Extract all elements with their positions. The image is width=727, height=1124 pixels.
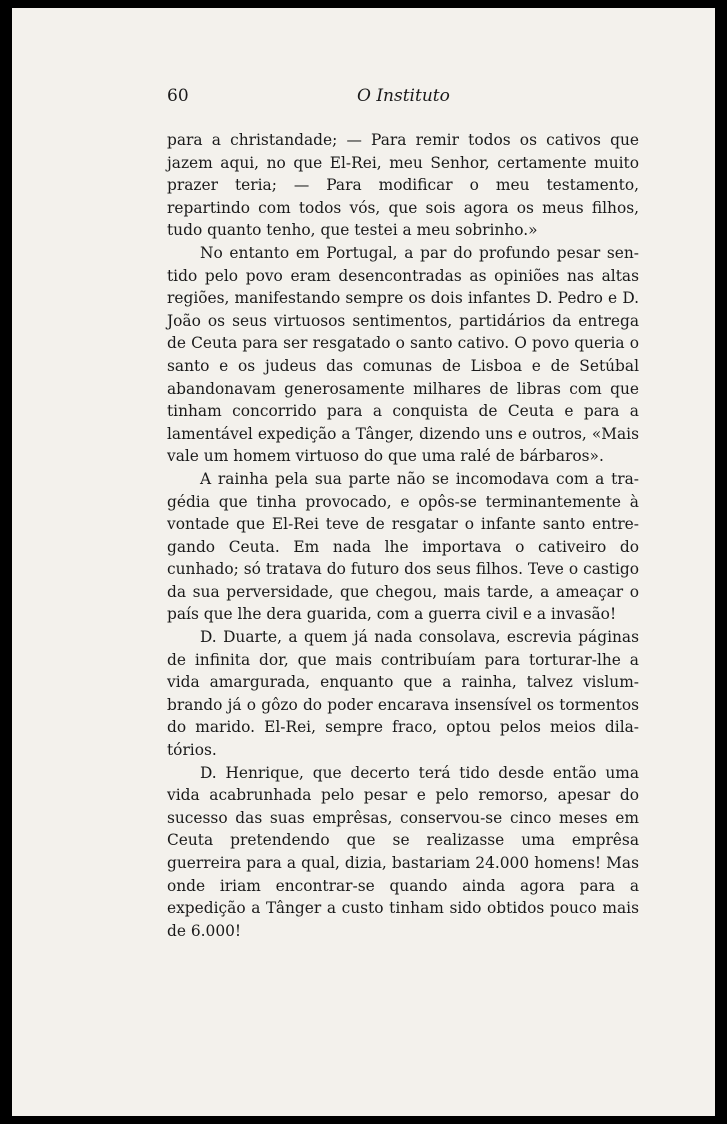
paragraph-1: para a christandade; — Para remir todos os cativos que jazem aqui, no que El-Rei, meu Senhor, certamente muito prazer teria; — Para modificar o meu testamento, repartindo com todos vós, que sois agora os meus filhos, tudo quanto tenho, que testei a meu sobrinho.» — [167, 131, 639, 240]
paragraph-2: No entanto em Portugal, a par do profundo pesar sentido pelo povo eram desencontradas as opiniões nas altas regiões, manifestando sempre os dois infantes D. Pedro e D. João os seus virtuosos sentimentos, partidários da entrega de Ceuta para ser resgatado o santo cativo. O povo queria o santo e os judeus das comunas de Lisboa e de Setúbal abandonavam generosamente milhares de libras com que tinham concorrido para a conquista de Ceuta e para a lamentável expedição a Tânger, dizendo uns e outros, «Mais vale um homem virtuoso do que uma ralé de bárbaros». — [167, 243, 639, 466]
paragraph-5: D. Henrique, que decerto terá tido desde então uma vida acabrunhada pelo pesar e pelo remorso, apesar do sucesso das suas emprêsas, conservou-se cinco meses em Ceuta pretendendo que se realizasse uma emprêsa guerreira para a qual, dizia, bastariam 24.000 homens! Mas onde iriam encontrar-se quando ainda agora para a expedição a Tânger a custo tinham sido obtidos pouco mais de 6.000! — [167, 763, 639, 940]
book-page — [12, 8, 715, 1116]
body-text — [167, 129, 639, 942]
running-title: O Instituto — [357, 86, 450, 106]
paragraph-3: A rainha pela sua parte não se incomodava com a tragédia que tinha provocado, e opôs-se terminantemente à vontade que El-Rei teve de resgatar o infante santo entregando Ceuta. Em nada lhe importava o cativeiro do cunhado; só tratava do futuro dos seus filhos. Teve o castigo da sua perversidade, que chegou, mais tarde, a ameaçar o país que lhe dera guarida, com a guerra civil e a invasão! — [167, 469, 639, 624]
paragraph-4: D. Duarte, a quem já nada consolava, escrevia páginas de infinita dor, que mais contribuíam para torturar-lhe a vida amargurada, enquanto que a rainha, talvez vislumbrando já o gôzo do poder encarava insensível os tormentos do marido. El-Rei, sempre fraco, optou pelos meios dilatórios. — [167, 628, 639, 760]
page-number: 60 — [167, 86, 189, 106]
page-header — [167, 86, 637, 110]
